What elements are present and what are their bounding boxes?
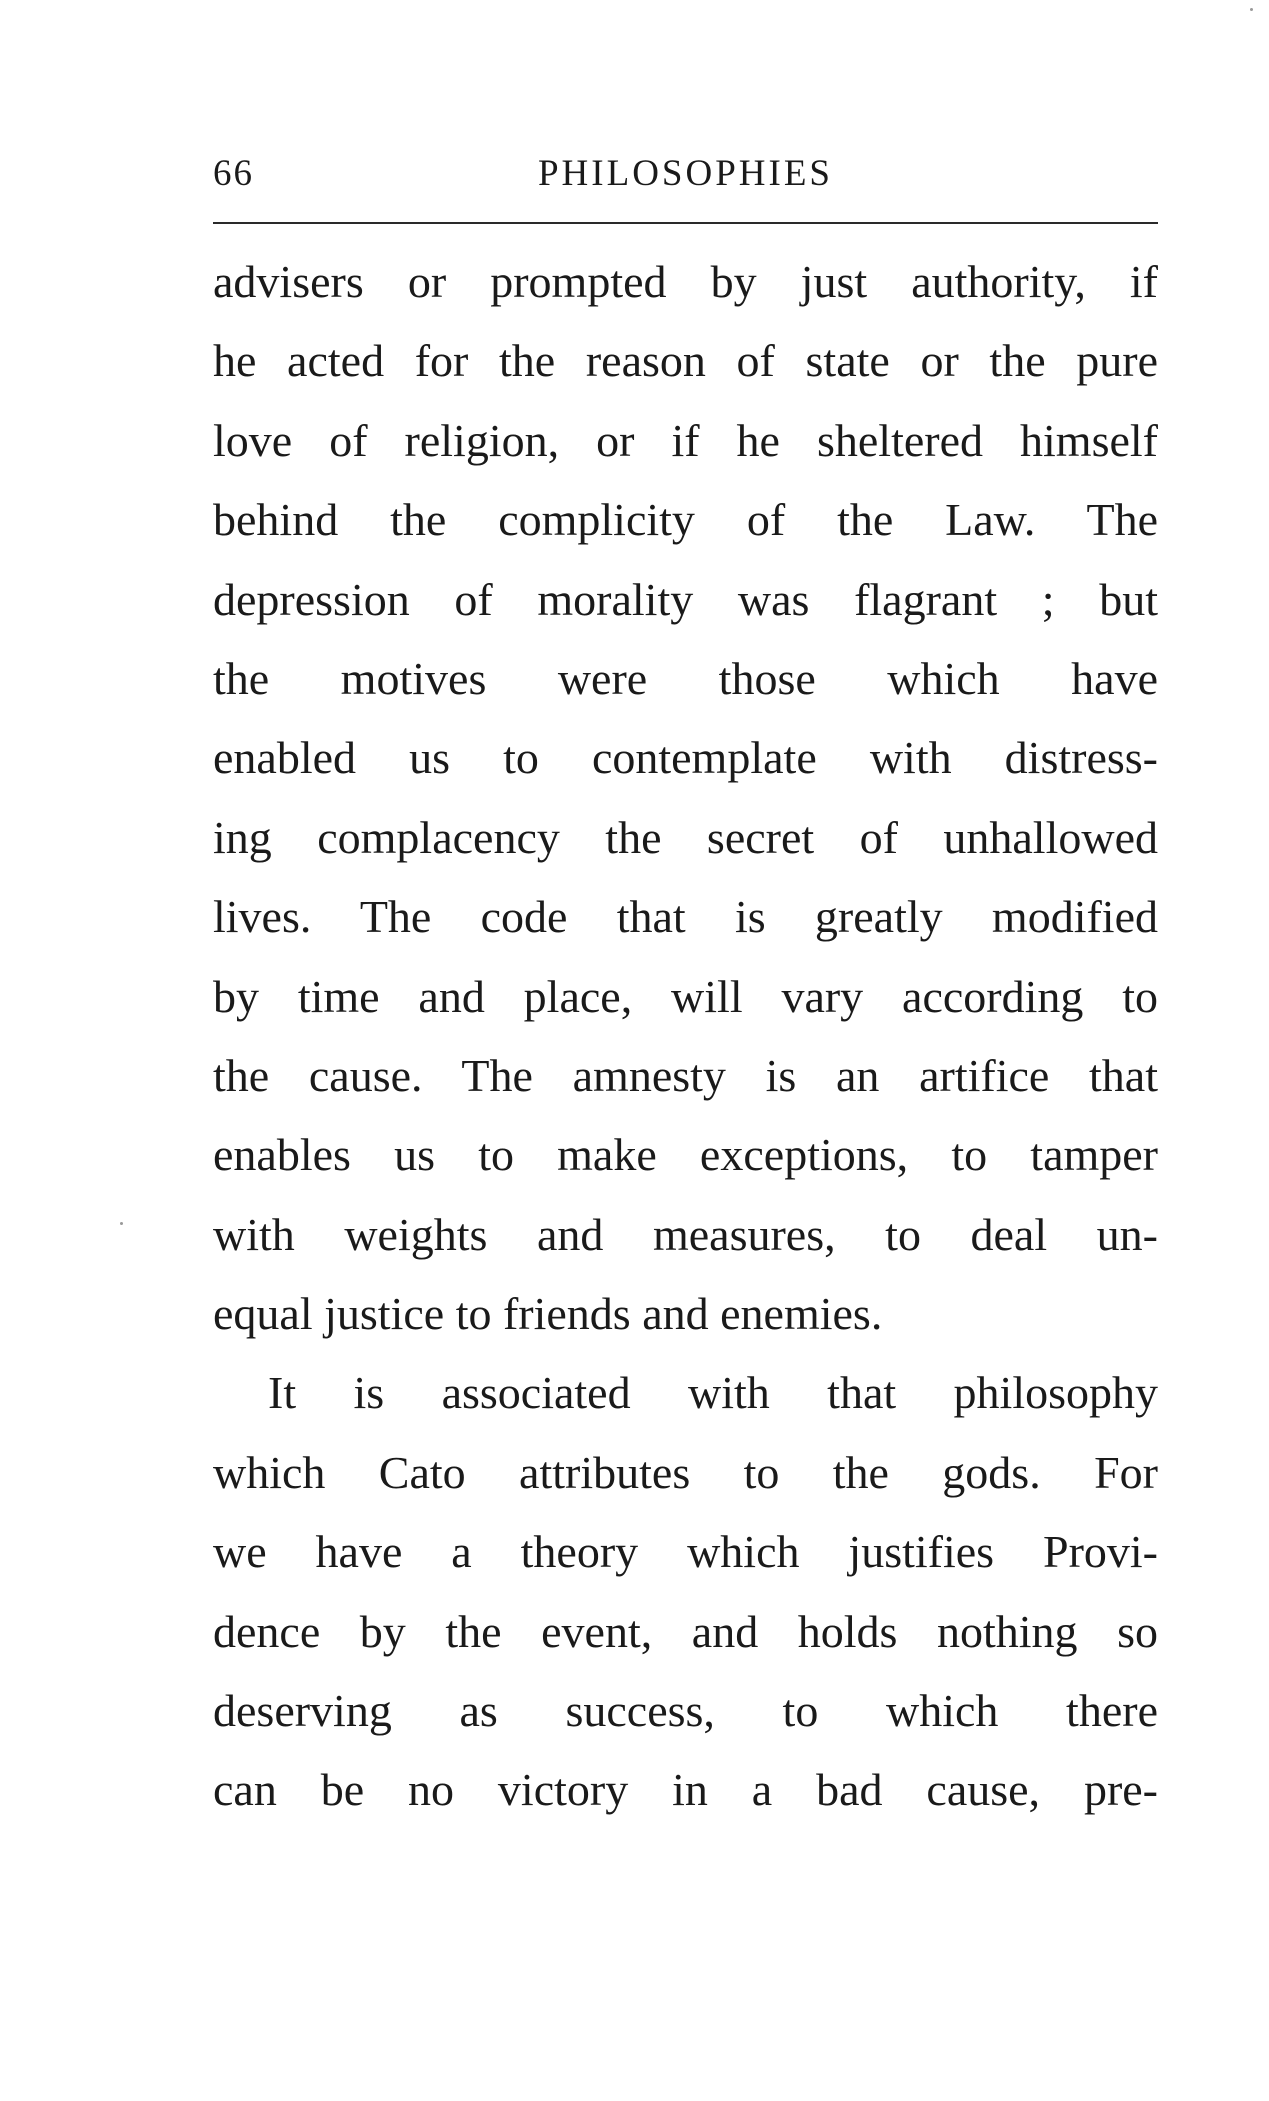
text-line: the motives were those which have [213, 652, 1158, 704]
text-line: with weights and measures, to deal un- [213, 1208, 1158, 1260]
text-line: enabled us to contemplate with distress- [213, 732, 1158, 784]
text-line: equal justice to friends and enemies. [213, 1288, 883, 1340]
text-line: he acted for the reason of state or the pure [213, 335, 1158, 387]
text-line: lives. The code that is greatly modified [213, 891, 1158, 943]
text-line: which Cato attributes to the gods. For [213, 1446, 1158, 1498]
text-line: behind the complicity of the Law. The [213, 494, 1158, 546]
running-head [213, 152, 1158, 202]
text-line: dence by the event, and holds nothing so [213, 1605, 1158, 1657]
text-line: can be no victory in a bad cause, pre- [213, 1764, 1158, 1816]
body-text [213, 242, 1158, 1830]
paper-speck [1250, 8, 1253, 11]
text-line: we have a theory which justifies Provi- [213, 1526, 1158, 1578]
text-line: ing complacency the secret of unhallowed [213, 811, 1158, 863]
running-title: PHILOSOPHIES [537, 153, 834, 194]
text-line: deserving as success, to which there [213, 1685, 1158, 1737]
page-number: 66 [213, 153, 254, 194]
text-line: advisers or prompted by just authority, if [213, 256, 1158, 307]
text-line: depression of morality was flagrant ; but [213, 573, 1158, 625]
text-line: the cause. The amnesty is an artifice that [213, 1049, 1158, 1101]
text-line: enables us to make exceptions, to tamper [213, 1129, 1158, 1181]
text-line: It is associated with that philosophy [268, 1367, 1158, 1419]
header-rule [213, 222, 1158, 224]
text-line: love of religion, or if he sheltered himself [213, 414, 1158, 466]
text-line: by time and place, will vary according to [213, 970, 1158, 1022]
paper-speck [120, 1222, 123, 1225]
paragraph-1 [213, 242, 1158, 1353]
paragraph-2 [213, 1353, 1158, 1829]
